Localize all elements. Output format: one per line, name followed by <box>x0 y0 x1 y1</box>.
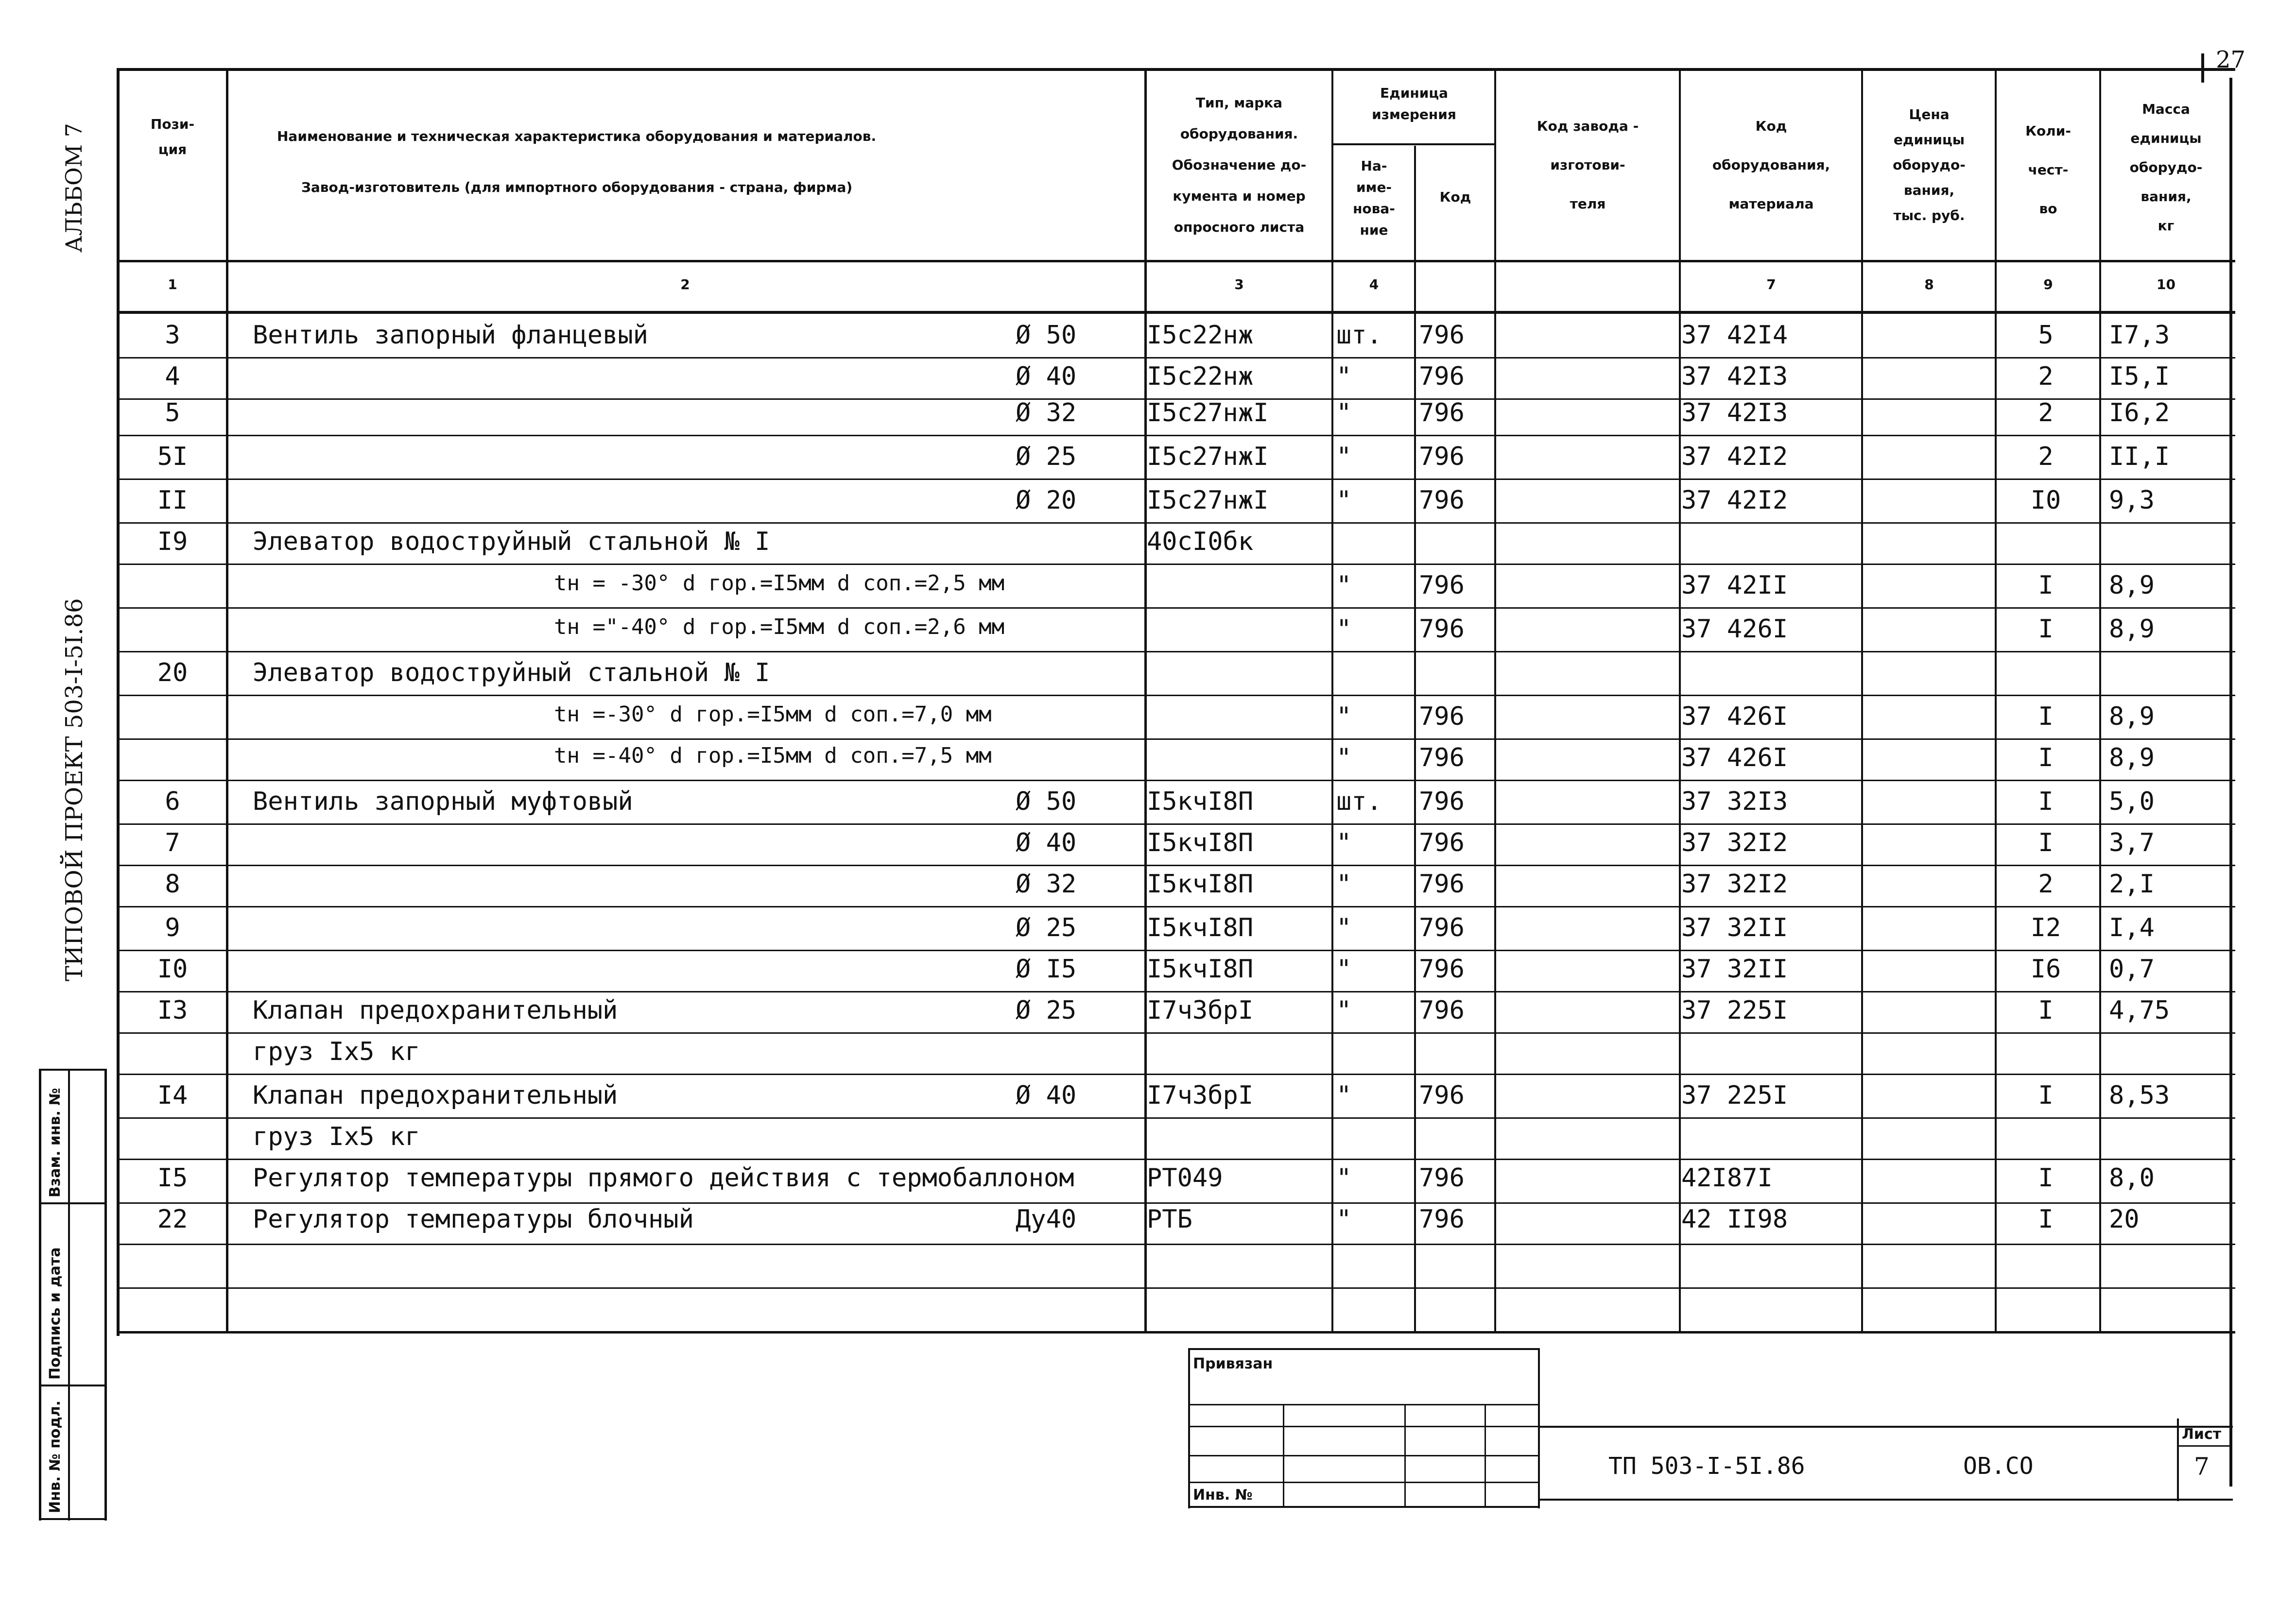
cell-quantity: I <box>2038 743 2054 772</box>
cell-equipment-code: 37 42I3 <box>1681 398 1788 427</box>
cell-mass: 0,7 <box>2109 955 2155 984</box>
cell-quantity: 2 <box>2038 362 2054 391</box>
frame-top-corner <box>2201 53 2204 83</box>
cell-name: Вентиль запорный муфтовый <box>253 787 633 816</box>
stamp-vzam-inv: Взам. инв. № <box>47 1088 64 1197</box>
cell-unit-code: 796 <box>1419 996 1465 1025</box>
header-type: Тип, марка оборудования. Обозначение до- кумента и номер опросного листа <box>1172 95 1307 235</box>
cell-unit: " <box>1336 1163 1352 1193</box>
cell-quantity: I <box>2038 702 2054 731</box>
cell-equipment-code: 37 225I <box>1681 1081 1788 1110</box>
cell-unit: " <box>1336 1081 1352 1110</box>
cell-position: 9 <box>165 913 180 942</box>
cell-equipment-code: 37 426I <box>1681 743 1788 772</box>
cell-quantity: 2 <box>2038 398 2054 427</box>
cell-equipment-code: 37 426I <box>1681 702 1788 731</box>
project-label: ТИПОВОЙ ПРОЕКТ 503-I-5I.86 <box>61 598 88 981</box>
cell-quantity: I <box>2038 1081 2054 1110</box>
cell-diameter: Ø 32 <box>1016 870 1077 899</box>
cell-name: груз Iх5 кг <box>253 1037 420 1066</box>
cell-position: 3 <box>165 321 180 350</box>
cell-unit: шт. <box>1336 321 1382 350</box>
cell-type: I5кчI8П <box>1147 787 1254 816</box>
stamp-inv-podl: Инв. № подл. <box>47 1400 64 1513</box>
cell-name: Вентиль запорный фланцевый <box>253 321 648 350</box>
colnum-4: 4 <box>1369 276 1379 292</box>
cell-mass: II,I <box>2109 442 2170 471</box>
cell-unit-code: 796 <box>1419 828 1465 857</box>
cell-unit: " <box>1336 486 1352 515</box>
frame-top <box>117 68 2235 71</box>
cell-type: I5c27нжI <box>1147 486 1269 515</box>
cell-unit-code: 796 <box>1419 486 1465 515</box>
header-mass: Масса единицы оборудо- вания, кг <box>2129 101 2203 234</box>
cell-mass: 8,53 <box>2109 1081 2170 1110</box>
cell-type: PT049 <box>1147 1163 1223 1193</box>
cell-unit-code: 796 <box>1419 743 1465 772</box>
cell-unit-code: 796 <box>1419 321 1465 350</box>
cell-mass: 20 <box>2109 1205 2140 1234</box>
cell-diameter: Ø 25 <box>1016 996 1077 1025</box>
cell-unit: " <box>1336 828 1352 857</box>
cell-mass: 4,75 <box>2109 996 2170 1025</box>
cell-position: 5I <box>157 442 188 471</box>
cell-mass: 9,3 <box>2109 486 2155 515</box>
cell-quantity: 5 <box>2038 321 2054 350</box>
header-factory-code: Код завода - изготови- теля <box>1536 118 1639 212</box>
cell-position: 8 <box>165 870 180 899</box>
cell-mass: 2,I <box>2109 870 2155 899</box>
stamp-privyazan: Привязан <box>1193 1355 1273 1372</box>
cell-equipment-code: 37 42I4 <box>1681 321 1788 350</box>
stamp-inv-no: Инв. № <box>1193 1487 1253 1504</box>
cell-unit: " <box>1336 615 1352 644</box>
cell-name: груз Iх5 кг <box>253 1122 420 1151</box>
cell-unit: " <box>1336 362 1352 391</box>
sheet-label: Лист <box>2182 1426 2222 1443</box>
cell-diameter: Ду40 <box>1016 1205 1077 1234</box>
cell-mass: I5,I <box>2109 362 2170 391</box>
frame-left <box>117 68 120 1336</box>
cell-position: I4 <box>157 1081 188 1110</box>
cell-equipment-code: 37 225I <box>1681 996 1788 1025</box>
cell-type: I5кчI8П <box>1147 828 1254 857</box>
cell-mass: 8,9 <box>2109 615 2155 644</box>
cell-name: Элеватор водоструйный стальной № I <box>253 527 770 556</box>
cell-unit-code: 796 <box>1419 1205 1465 1234</box>
header-unit-name: На- име- нова- ние <box>1353 158 1395 238</box>
cell-unit: " <box>1336 571 1352 600</box>
cell-diameter: Ø I5 <box>1016 955 1077 984</box>
cell-unit: " <box>1336 913 1352 942</box>
cell-mass: I6,2 <box>2109 398 2170 427</box>
document-code: ОВ.СО <box>1963 1453 2034 1480</box>
cell-mass: I7,3 <box>2109 321 2170 350</box>
cell-unit-code: 796 <box>1419 1081 1465 1110</box>
cell-unit-code: 796 <box>1419 362 1465 391</box>
cell-type: I5c22нж <box>1147 362 1254 391</box>
cell-mass: I,4 <box>2109 913 2155 942</box>
colnum-3: 3 <box>1234 276 1244 292</box>
cell-type: I5кчI8П <box>1147 870 1254 899</box>
cell-equipment-code: 37 32II <box>1681 955 1788 984</box>
cell-unit-code: 796 <box>1419 615 1465 644</box>
header-name-line1: Наименование и техническая характеристика оборудования и материалов. <box>277 128 877 144</box>
cell-quantity: I0 <box>2030 486 2061 515</box>
cell-type: I5кчI8П <box>1147 913 1254 942</box>
cell-diameter: Ø 50 <box>1016 787 1077 816</box>
cell-unit-code: 796 <box>1419 571 1465 600</box>
colnum-2: 2 <box>680 276 690 292</box>
cell-type: PTБ <box>1147 1205 1192 1234</box>
cell-unit-code: 796 <box>1419 702 1465 731</box>
cell-position: I5 <box>157 1163 188 1193</box>
cell-diameter: Ø 40 <box>1016 362 1077 391</box>
cell-unit: " <box>1336 996 1352 1025</box>
cell-unit: " <box>1336 1205 1352 1234</box>
cell-position: I0 <box>157 955 188 984</box>
cell-mass: 5,0 <box>2109 787 2155 816</box>
cell-type: I5c27нжI <box>1147 398 1269 427</box>
cell-equipment-code: 37 32I2 <box>1681 828 1788 857</box>
cell-diameter: Ø 32 <box>1016 398 1077 427</box>
cell-diameter: Ø 50 <box>1016 321 1077 350</box>
cell-name: Клапан предохранительный <box>253 996 618 1025</box>
cell-mass: 3,7 <box>2109 828 2155 857</box>
cell-position: 20 <box>157 658 188 687</box>
cell-unit: " <box>1336 870 1352 899</box>
cell-name: Регулятор температуры блочный <box>253 1205 694 1234</box>
cell-unit-code: 796 <box>1419 398 1465 427</box>
cell-name: tн = -30° d гор.=I5мм d соп.=2,5 мм <box>554 571 1005 596</box>
header-unit: Единица измерения <box>1372 85 1456 122</box>
header-name-line2: Завод-изготовитель (для импортного оборудования - страна, фирма) <box>301 179 853 195</box>
cell-mass: 8,9 <box>2109 571 2155 600</box>
cell-quantity: 2 <box>2038 870 2054 899</box>
cell-type: I5кчI8П <box>1147 955 1254 984</box>
cell-quantity: I6 <box>2030 955 2061 984</box>
cell-diameter: Ø 25 <box>1016 442 1077 471</box>
cell-name: Клапан предохранительный <box>253 1081 618 1110</box>
cell-name: tн ="-40° d гор.=I5мм d соп.=2,6 мм <box>554 615 1005 639</box>
header-equipment-code: Код оборудования, материала <box>1712 118 1830 212</box>
colnum-10: 10 <box>2157 276 2175 292</box>
cell-diameter: Ø 20 <box>1016 486 1077 515</box>
cell-mass: 8,9 <box>2109 743 2155 772</box>
cell-quantity: I2 <box>2030 913 2061 942</box>
sheet-number: 7 <box>2194 1453 2210 1481</box>
cell-name: Регулятор температуры прямого действия с термобаллоном <box>253 1163 1074 1193</box>
header-unit-code: Код <box>1439 189 1471 205</box>
cell-equipment-code: 42I87I <box>1681 1163 1773 1193</box>
cell-type: I5c22нж <box>1147 321 1254 350</box>
cell-unit-code: 796 <box>1419 870 1465 899</box>
cell-quantity: 2 <box>2038 442 2054 471</box>
cell-quantity: I <box>2038 787 2054 816</box>
header-position: Пози- ция <box>150 116 195 157</box>
cell-position: 6 <box>165 787 180 816</box>
cell-position: 4 <box>165 362 180 391</box>
cell-position: I9 <box>157 527 188 556</box>
cell-equipment-code: 42 II98 <box>1681 1205 1788 1234</box>
stamp-signature-date: Подпись и дата <box>47 1247 64 1380</box>
album-label: АЛЬБОМ 7 <box>61 123 87 253</box>
header-quantity: Коли- чест- во <box>2025 123 2071 217</box>
document-number: ТП 503-I-5I.86 <box>1608 1453 1805 1480</box>
cell-mass: 8,0 <box>2109 1163 2155 1193</box>
cell-quantity: I <box>2038 615 2054 644</box>
cell-unit: " <box>1336 442 1352 471</box>
colnum-7: 7 <box>1766 276 1776 292</box>
page-corner-number: 27 <box>2216 46 2246 73</box>
cell-position: 22 <box>157 1205 188 1234</box>
cell-quantity: I <box>2038 996 2054 1025</box>
cell-type: I5c27нжI <box>1147 442 1269 471</box>
cell-unit-code: 796 <box>1419 955 1465 984</box>
cell-mass: 8,9 <box>2109 702 2155 731</box>
cell-equipment-code: 37 42I2 <box>1681 486 1788 515</box>
cell-quantity: I <box>2038 1163 2054 1193</box>
cell-quantity: I <box>2038 1205 2054 1234</box>
cell-unit: " <box>1336 702 1352 731</box>
cell-equipment-code: 37 42I2 <box>1681 442 1788 471</box>
cell-type: I7ч3бpI <box>1147 996 1254 1025</box>
cell-name: tн =-30° d гор.=I5мм d соп.=7,0 мм <box>554 702 992 727</box>
cell-position: I3 <box>157 996 188 1025</box>
cell-equipment-code: 37 32I3 <box>1681 787 1788 816</box>
cell-type: 40cI0бк <box>1147 527 1254 556</box>
cell-name: tн =-40° d гор.=I5мм d соп.=7,5 мм <box>554 743 992 768</box>
cell-type: I7ч3бpI <box>1147 1081 1254 1110</box>
colnum-8: 8 <box>1924 276 1934 292</box>
cell-unit-code: 796 <box>1419 1163 1465 1193</box>
cell-unit: шт. <box>1336 787 1382 816</box>
cell-equipment-code: 37 32I2 <box>1681 870 1788 899</box>
cell-unit: " <box>1336 398 1352 427</box>
cell-unit-code: 796 <box>1419 787 1465 816</box>
cell-unit: " <box>1336 743 1352 772</box>
colnum-1: 1 <box>168 276 177 292</box>
cell-position: 5 <box>165 398 180 427</box>
cell-diameter: Ø 25 <box>1016 913 1077 942</box>
cell-unit: " <box>1336 955 1352 984</box>
cell-equipment-code: 37 42II <box>1681 571 1788 600</box>
cell-name: Элеватор водоструйный стальной № I <box>253 658 770 687</box>
colnum-9: 9 <box>2043 276 2053 292</box>
cell-quantity: I <box>2038 571 2054 600</box>
cell-unit-code: 796 <box>1419 442 1465 471</box>
header-price: Цена единицы оборудо- вания, тыс. руб. <box>1893 106 1966 223</box>
cell-equipment-code: 37 32II <box>1681 913 1788 942</box>
cell-position: II <box>157 486 188 515</box>
cell-quantity: I <box>2038 828 2054 857</box>
cell-unit-code: 796 <box>1419 913 1465 942</box>
cell-position: 7 <box>165 828 180 857</box>
cell-equipment-code: 37 42I3 <box>1681 362 1788 391</box>
cell-equipment-code: 37 426I <box>1681 615 1788 644</box>
cell-diameter: Ø 40 <box>1016 828 1077 857</box>
cell-diameter: Ø 40 <box>1016 1081 1077 1110</box>
